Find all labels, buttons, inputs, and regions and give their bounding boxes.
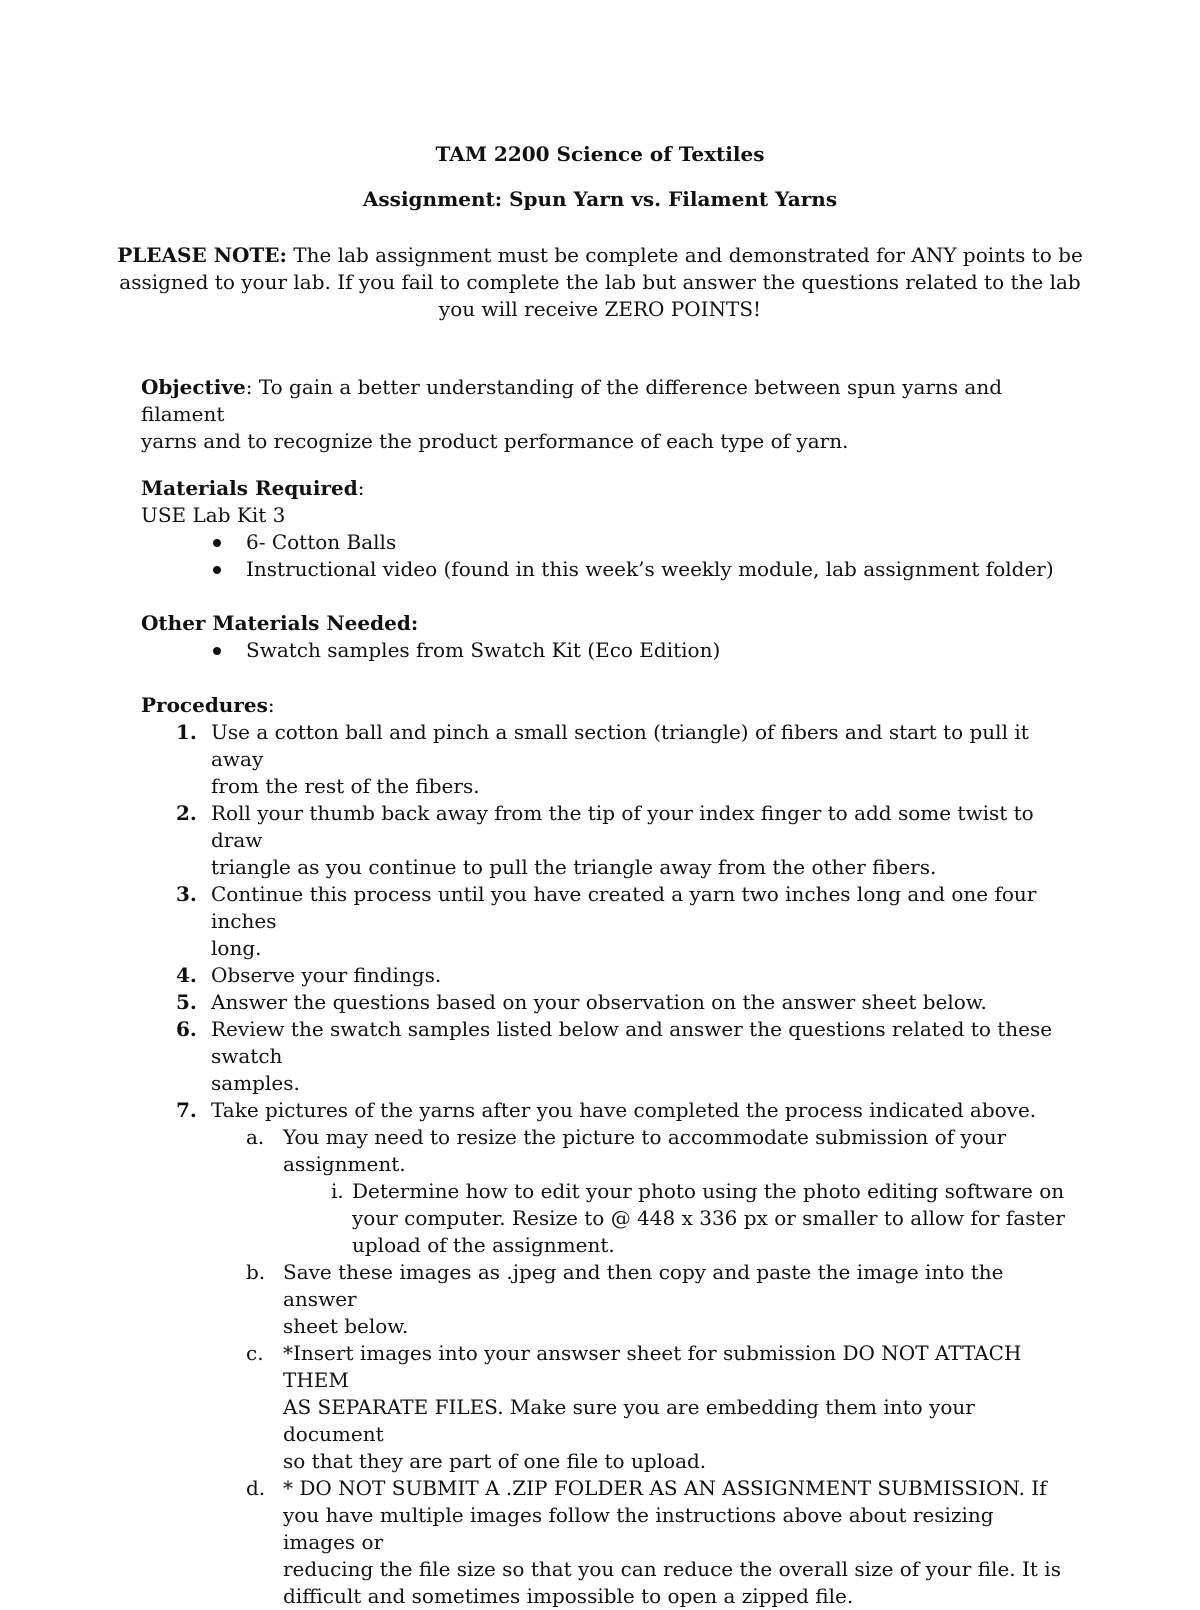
substep-text: * DO NOT SUBMIT A .ZIP FOLDER AS AN ASSIGNMENT SUBMISSION. If — [283, 1476, 1047, 1500]
procedure-subsubstep — [141, 1178, 1071, 1259]
procedure-substep — [141, 1259, 1071, 1340]
step-number: 1. — [176, 720, 197, 744]
step-text: Answer the questions based on your observation on the answer sheet below. — [211, 990, 987, 1014]
step-text: Take pictures of the yarns after you have completed the process indicated above. — [211, 1098, 1037, 1122]
subsubstep-text: your computer. Resize to @ 448 x 336 px or smaller to allow for faster — [352, 1206, 1065, 1230]
bullet-icon — [213, 647, 221, 655]
substep-text: you have multiple images follow the instructions above about resizing images or — [283, 1503, 994, 1554]
objective-text: : To gain a better understanding of the difference between spun yarns and filament — [141, 375, 1003, 426]
list-item-text: Swatch samples from Swatch Kit (Eco Edition) — [246, 638, 721, 662]
procedure-substep — [141, 1340, 1071, 1475]
procedure-substep — [141, 1475, 1071, 1610]
step-text: from the rest of the fibers. — [211, 774, 480, 798]
bullet-icon — [213, 566, 221, 574]
materials-label: Materials Required — [141, 476, 358, 500]
procedures-colon: : — [267, 693, 275, 717]
substep-letter: d. — [246, 1476, 266, 1500]
assignment-title: Assignment: Spun Yarn vs. Filament Yarns — [362, 187, 838, 211]
substep-text: Save these images as .jpeg and then copy and paste the image into the answer — [283, 1260, 1004, 1311]
bullet-icon — [213, 539, 221, 547]
note-line: you will receive ZERO POINTS! — [438, 297, 762, 321]
list-item — [141, 529, 1071, 556]
substep-text: AS SEPARATE FILES. Make sure you are embedding them into your document — [283, 1395, 975, 1446]
objective-section — [141, 374, 1071, 455]
substep-letter: a. — [246, 1125, 265, 1149]
step-text: Use a cotton ball and pinch a small section (triangle) of fibers and start to pull it away — [211, 720, 1029, 771]
subsubstep-letter: i. — [331, 1179, 344, 1203]
procedure-step — [141, 1016, 1071, 1097]
step-text: samples. — [211, 1071, 300, 1095]
procedure-substep — [141, 1124, 1071, 1178]
document-title: TAM 2200 Science of Textiles — [435, 142, 765, 166]
step-number: 7. — [176, 1098, 197, 1122]
note-label: PLEASE NOTE: — [117, 243, 287, 267]
step-text: Continue this process until you have created a yarn two inches long and one four inches — [211, 882, 1037, 933]
substep-text: so that they are part of one file to upload. — [283, 1449, 707, 1473]
procedure-step — [141, 800, 1071, 881]
materials-colon: : — [357, 476, 365, 500]
procedures-heading — [141, 692, 1071, 719]
list-item — [141, 637, 1071, 664]
list-item-text: Instructional video (found in this week’s weekly module, lab assignment folder) — [246, 557, 1054, 581]
step-number: 6. — [176, 1017, 197, 1041]
list-item-text: 6- Cotton Balls — [246, 530, 397, 554]
substep-text: sheet below. — [283, 1314, 409, 1338]
note-line: assigned to your lab. If you fail to complete the lab but answer the questions related to the lab — [119, 270, 1081, 294]
procedure-step — [141, 989, 1071, 1016]
lab-kit: USE Lab Kit 3 — [141, 503, 286, 527]
other-materials-section — [141, 610, 1071, 664]
step-number: 2. — [176, 801, 197, 825]
substep-text: reducing the file size so that you can reduce the overall size of your file. It is — [283, 1557, 1061, 1581]
procedure-step — [141, 1097, 1071, 1610]
substep-letter: c. — [246, 1341, 264, 1365]
substep-text: You may need to resize the picture to accommodate submission of your — [283, 1125, 1007, 1149]
objective-text: yarns and to recognize the product performance of each type of yarn. — [141, 429, 849, 453]
substep-text: *Insert images into your answser sheet for submission DO NOT ATTACH THEM — [283, 1341, 1022, 1392]
note-line: The lab assignment must be complete and demonstrated for ANY points to be — [293, 243, 1083, 267]
step-text: Review the swatch samples listed below and answer the questions related to these swatch — [211, 1017, 1053, 1068]
procedure-step — [141, 881, 1071, 962]
step-text: Roll your thumb back away from the tip of your index finger to add some twist to draw — [211, 801, 1034, 852]
procedures-list — [141, 719, 1071, 1610]
subsubstep-text: upload of the assignment. — [352, 1233, 615, 1257]
step-text: Observe your findings. — [211, 963, 442, 987]
list-item — [141, 556, 1071, 583]
substep-text: assignment. — [283, 1152, 406, 1176]
substep-text: difficult and sometimes impossible to open a zipped file. — [283, 1584, 854, 1608]
materials-section — [141, 475, 1071, 583]
step-text: triangle as you continue to pull the triangle away from the other fibers. — [211, 855, 937, 879]
step-number: 3. — [176, 882, 197, 906]
step-number: 5. — [176, 990, 197, 1014]
procedure-step — [141, 962, 1071, 989]
substep-letter: b. — [246, 1260, 266, 1284]
subsubstep-text: Determine how to edit your photo using the photo editing software on — [352, 1179, 1065, 1203]
procedures-label: Procedures — [141, 693, 268, 717]
step-number: 4. — [176, 963, 197, 987]
please-note — [0, 242, 1200, 323]
other-materials-label: Other Materials Needed: — [141, 611, 419, 635]
procedure-step — [141, 719, 1071, 800]
objective-label: Objective — [141, 375, 246, 399]
step-text: long. — [211, 936, 262, 960]
